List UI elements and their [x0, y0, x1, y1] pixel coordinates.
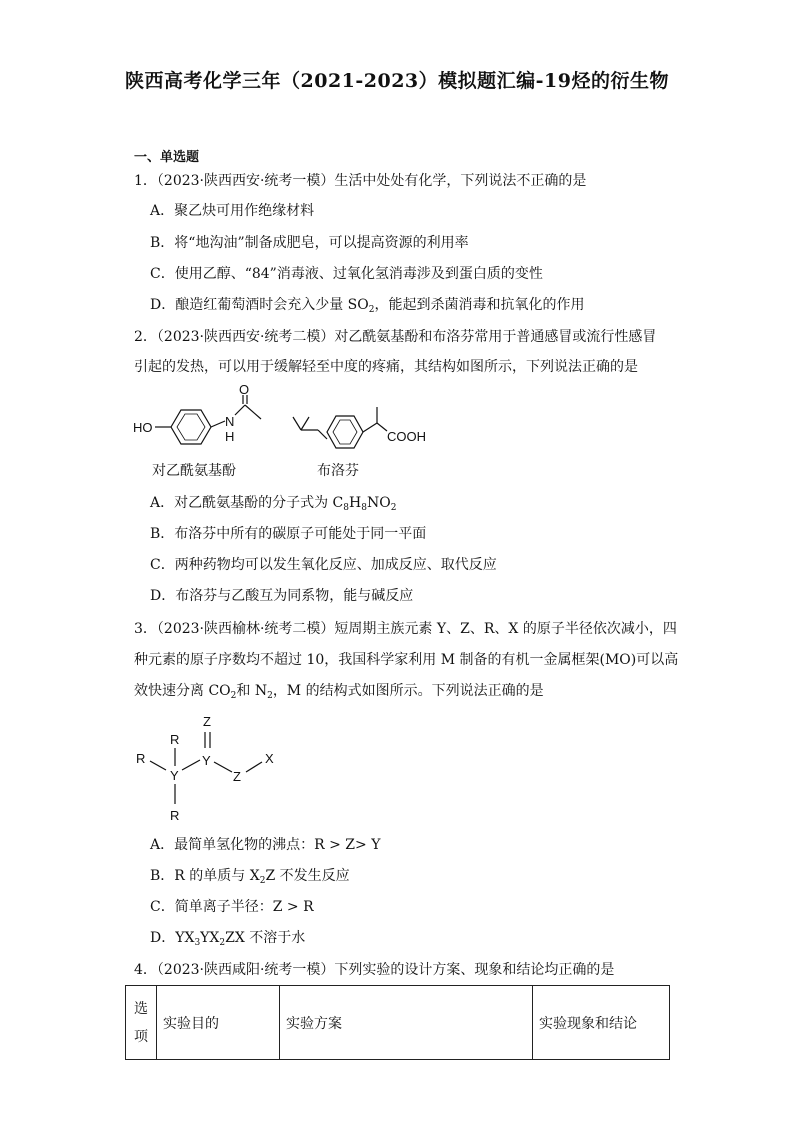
q1-option-d: D．酿造红葡萄酒时会充入少量 $SO_2$，能起到杀菌消毒和抗氧化的作用 — [150, 297, 585, 315]
o-label: O — [239, 383, 250, 397]
q1-option-b: B．将“地沟油”制备成肥皂，可以提高资源的利用率 — [150, 235, 469, 251]
atom-y-left: Y — [170, 768, 179, 783]
header-plan: 实验方案 — [280, 986, 533, 1060]
atom-z-top: Z — [203, 714, 211, 729]
atom-r-upper: R — [170, 732, 180, 747]
table-header-row — [126, 986, 670, 1060]
q2-option-a: A．对乙酰氨基酚的分子式为 $C_8H_8NO_2$ — [150, 495, 397, 513]
q3-option-a: A．最简单氢化物的沸点：R > Z> Y — [150, 837, 381, 853]
section-heading: 一、单选题 — [134, 150, 200, 165]
q3-option-d: D．$YX_3YX_2ZX$ 不溶于水 — [150, 930, 306, 948]
caption-ibuprofen: 布洛芬 — [317, 463, 359, 479]
experiment-table — [125, 985, 670, 1060]
header-option: 选项 — [126, 986, 157, 1060]
ho-label: HO — [133, 420, 153, 435]
q3-option-b: B．R 的单质与 $X_2Z$ 不发生反应 — [150, 868, 350, 886]
q1-option-c: C．使用乙醇、“84”消毒液、过氧化氢消毒涉及到蛋白质的变性 — [150, 266, 543, 282]
atom-x: X — [265, 751, 274, 766]
question-4-stem: 4．（2023·陕西咸阳·统考一模）下列实验的设计方案、现象和结论均正确的是 — [134, 962, 615, 978]
header-purpose: 实验目的 — [157, 986, 280, 1060]
question-3-stem: 3．（2023·陕西榆林·统考二模）短周期主族元素 Y、Z、R、X 的原子半径依次减小，四 种元素的原子序数均不超过 10，我国科学家利用 M 制备的有机一金属框架(MO)可以高 效快速分离 $CO_2$和 $N_2$，M 的结构式如图所示。下列说法正确的是 — [134, 621, 679, 701]
q2-option-b: B．布洛芬中所有的碳原子可能处于同一平面 — [150, 526, 427, 542]
q2-option-c: C．两种药物均可以发生氧化反应、加成反应、取代反应 — [150, 557, 497, 573]
atom-r-lower: R — [170, 808, 180, 823]
q2-structures — [125, 383, 445, 453]
atom-z-right: Z — [233, 769, 241, 784]
caption-acetaminophen: 对乙酰氨基酚 — [152, 463, 236, 479]
atom-r-left: R — [136, 751, 146, 766]
q3-structure — [128, 708, 298, 832]
header-result: 实验现象和结论 — [533, 986, 670, 1060]
cooh-label: COOH — [387, 429, 426, 444]
question-2-stem: 2．（2023·陕西西安·统考二模）对乙酰氨基酚和布洛芬常用于普通感冒或流行性感冒引起的发热，可以用于缓解轻至中度的疼痛，其结构如图所示，下列说法正确的是 — [134, 329, 657, 375]
page-title: 陕西高考化学三年（2021-2023）模拟题汇编-19烃的衍生物 — [125, 70, 669, 92]
q1-option-a: A．聚乙炔可用作绝缘材料 — [150, 203, 315, 219]
question-1-stem: 1．（2023·陕西西安·统考一模）生活中处处有化学，下列说法不正确的是 — [134, 173, 587, 189]
n-label: N — [225, 414, 235, 429]
atom-y-right: Y — [202, 753, 211, 768]
h-label: H — [225, 429, 235, 444]
q2-option-d: D．布洛芬与乙酸互为同系物，能与碱反应 — [150, 588, 414, 604]
benzene-ring-2 — [327, 416, 363, 448]
q3-option-c: C．简单离子半径：Z > R — [150, 899, 314, 915]
